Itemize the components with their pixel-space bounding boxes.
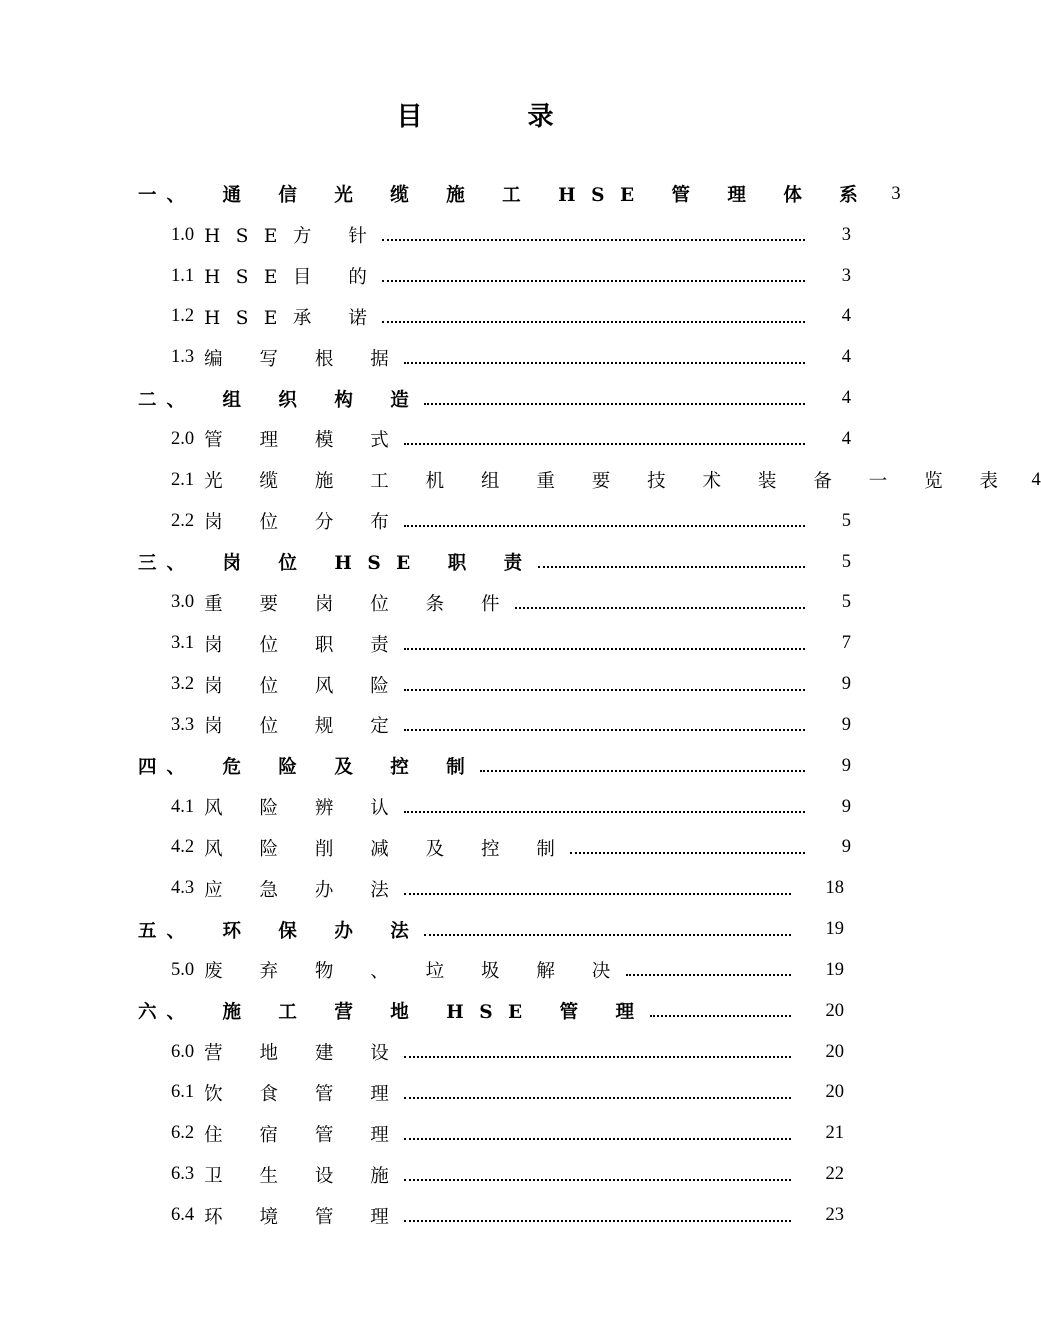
toc-page-number: 4: [841, 388, 851, 409]
dot-leader: [404, 1220, 791, 1222]
dot-leader: [538, 566, 805, 568]
toc-number: 1.0: [171, 224, 195, 245]
toc-entry-3-0[interactable]: [0, 582, 950, 623]
toc-number: 5.0: [171, 959, 195, 980]
toc-title: 岗 位 规 定: [204, 716, 405, 738]
toc-number: 6.1: [171, 1082, 195, 1103]
toc-number: 6.3: [171, 1164, 195, 1185]
toc-entry-chapter-1[interactable]: [0, 174, 950, 215]
toc-title: 风 险 辨 认: [204, 798, 405, 820]
toc-number: 4.3: [171, 878, 195, 899]
toc-entry-6-3[interactable]: [0, 1154, 950, 1195]
toc-page-number: 3: [841, 265, 851, 286]
toc-entry-1-1[interactable]: [0, 256, 950, 297]
toc-title: 、 通 信 光 缆 施 工 HSE 管 理 体 系: [166, 185, 874, 207]
toc-page-number: 9: [841, 796, 851, 817]
toc-page-number: 9: [841, 674, 851, 695]
toc-page-number: 5: [841, 510, 851, 531]
toc-entry-6-2[interactable]: [0, 1113, 950, 1154]
toc-page-number: 5: [841, 551, 851, 572]
toc-entry-chapter-6[interactable]: [0, 991, 950, 1032]
dot-leader: [382, 321, 805, 323]
toc-page-number: 5: [841, 592, 851, 613]
dot-leader: [424, 403, 805, 405]
dot-leader: [404, 362, 805, 364]
toc-number: 6.2: [171, 1123, 195, 1144]
toc-title: 、 组 织 构 造: [166, 389, 425, 411]
toc-entry-4-2[interactable]: [0, 828, 950, 869]
toc-entry-chapter-3[interactable]: [0, 542, 950, 583]
toc-number: 6.0: [171, 1041, 195, 1062]
toc-page-number: 3: [891, 183, 901, 204]
toc-page-number: 4: [841, 428, 851, 449]
dot-leader: [626, 974, 791, 976]
toc-page-number: 9: [841, 714, 851, 735]
toc-number: 二: [138, 390, 157, 411]
toc-title: 岗 位 分 布: [204, 512, 405, 534]
toc-title: HSE承 诺: [204, 307, 383, 329]
toc-page-number: 9: [841, 755, 851, 776]
dot-leader: [404, 689, 805, 691]
toc-page-number: 21: [825, 1123, 844, 1144]
toc-entry-4-3[interactable]: [0, 868, 950, 909]
toc-title: HSE方 针: [204, 226, 383, 248]
toc-number: 1.2: [171, 306, 195, 327]
toc-title: 、 施 工 营 地 HSE 管 理: [166, 1002, 650, 1024]
toc-title: 编 写 根 据: [204, 348, 405, 370]
toc-title: 重 要 岗 位 条 件: [204, 593, 516, 615]
toc-page-number: 19: [825, 959, 844, 980]
toc-title: HSE目 的: [204, 267, 383, 289]
toc-page-number: 19: [825, 919, 844, 940]
dot-leader: [404, 1179, 791, 1181]
toc-entry-5-0[interactable]: [0, 950, 950, 991]
toc-page-number: 18: [825, 878, 844, 899]
dot-leader: [404, 648, 805, 650]
toc-title: 管 理 模 式: [204, 430, 405, 452]
toc-entry-4-1[interactable]: [0, 787, 950, 828]
toc-page-number: 4: [1031, 469, 1041, 490]
toc-page-number: 20: [825, 1082, 844, 1103]
dot-leader: [382, 280, 805, 282]
dot-leader: [480, 770, 805, 772]
toc-number: 一: [138, 186, 157, 207]
dot-leader: [570, 852, 805, 854]
toc-title: 应 急 办 法: [204, 879, 405, 901]
toc-number: 1.3: [171, 347, 195, 368]
toc-page-number: 7: [841, 633, 851, 654]
toc-entry-3-1[interactable]: [0, 623, 950, 664]
dot-leader: [404, 811, 805, 813]
toc-title: 、 环 保 办 法: [166, 920, 425, 942]
toc-number: 3.3: [171, 714, 195, 735]
toc-number: 2.2: [171, 510, 195, 531]
toc-number: 2.0: [171, 428, 195, 449]
toc-title: 、 岗 位 HSE 职 责: [166, 553, 538, 575]
dot-leader: [404, 1056, 791, 1058]
dot-leader: [404, 1138, 791, 1140]
toc-number: 4.2: [171, 837, 195, 858]
toc-number: 六: [138, 1003, 157, 1024]
table-of-contents: [0, 174, 1041, 1236]
toc-title: 光 缆 施 工 机 组 重 要 技 术 装 备 一 览 表: [204, 471, 1014, 493]
dot-leader: [424, 934, 791, 936]
dot-leader: [404, 729, 805, 731]
toc-title: 岗 位 职 责: [204, 634, 405, 656]
toc-title: 营 地 建 设: [204, 1043, 405, 1065]
dot-leader: [404, 443, 805, 445]
toc-number: 3.1: [171, 633, 195, 654]
dot-leader: [404, 893, 791, 895]
toc-number: 3.2: [171, 674, 195, 695]
dot-leader: [382, 239, 805, 241]
toc-title: 废 弃 物 、 垃 圾 解 决: [204, 961, 626, 983]
toc-entry-chapter-5[interactable]: [0, 909, 950, 950]
toc-title: 环 境 管 理: [204, 1206, 405, 1228]
dot-leader: [515, 607, 805, 609]
toc-page-number: 23: [825, 1205, 844, 1226]
toc-entry-1-3[interactable]: [0, 337, 950, 378]
toc-page-number: 20: [825, 1041, 844, 1062]
toc-page-number: 3: [841, 224, 851, 245]
toc-page-number: 22: [825, 1164, 844, 1185]
toc-title: 住 宿 管 理: [204, 1124, 405, 1146]
toc-entry-chapter-2[interactable]: [0, 378, 950, 419]
toc-page-number: 20: [825, 1000, 844, 1021]
page-title: 目 录: [396, 102, 602, 132]
toc-number: 4.1: [171, 796, 195, 817]
toc-number: 1.1: [171, 265, 195, 286]
toc-page-number: 9: [841, 837, 851, 858]
toc-title: 岗 位 风 险: [204, 675, 405, 697]
toc-number: 3.0: [171, 592, 195, 613]
toc-entry-6-1[interactable]: [0, 1073, 950, 1114]
toc-title: 卫 生 设 施: [204, 1165, 405, 1187]
toc-number: 三: [138, 554, 157, 575]
dot-leader: [404, 525, 805, 527]
toc-page-number: 4: [841, 347, 851, 368]
dot-leader: [650, 1015, 791, 1017]
toc-entry-6-4[interactable]: [0, 1195, 950, 1236]
dot-leader: [404, 1097, 791, 1099]
toc-page-number: 4: [841, 306, 851, 327]
toc-entry-6-0[interactable]: [0, 1032, 950, 1073]
toc-entry-3-2[interactable]: [0, 664, 950, 705]
toc-entry-1-2[interactable]: [0, 297, 950, 338]
toc-entry-3-3[interactable]: [0, 705, 950, 746]
toc-entry-2-0[interactable]: [0, 419, 950, 460]
toc-title: 饮 食 管 理: [204, 1083, 405, 1105]
toc-number: 6.4: [171, 1205, 195, 1226]
toc-number: 四: [138, 758, 157, 779]
toc-number: 五: [138, 921, 157, 942]
toc-entry-2-2[interactable]: [0, 501, 950, 542]
toc-number: 2.1: [171, 469, 195, 490]
toc-title: 风 险 削 减 及 控 制: [204, 838, 571, 860]
toc-entry-chapter-4[interactable]: [0, 746, 950, 787]
toc-title: 、 危 险 及 控 制: [166, 757, 481, 779]
toc-entry-2-1[interactable]: [0, 460, 1041, 501]
toc-entry-1-0[interactable]: [0, 215, 950, 256]
